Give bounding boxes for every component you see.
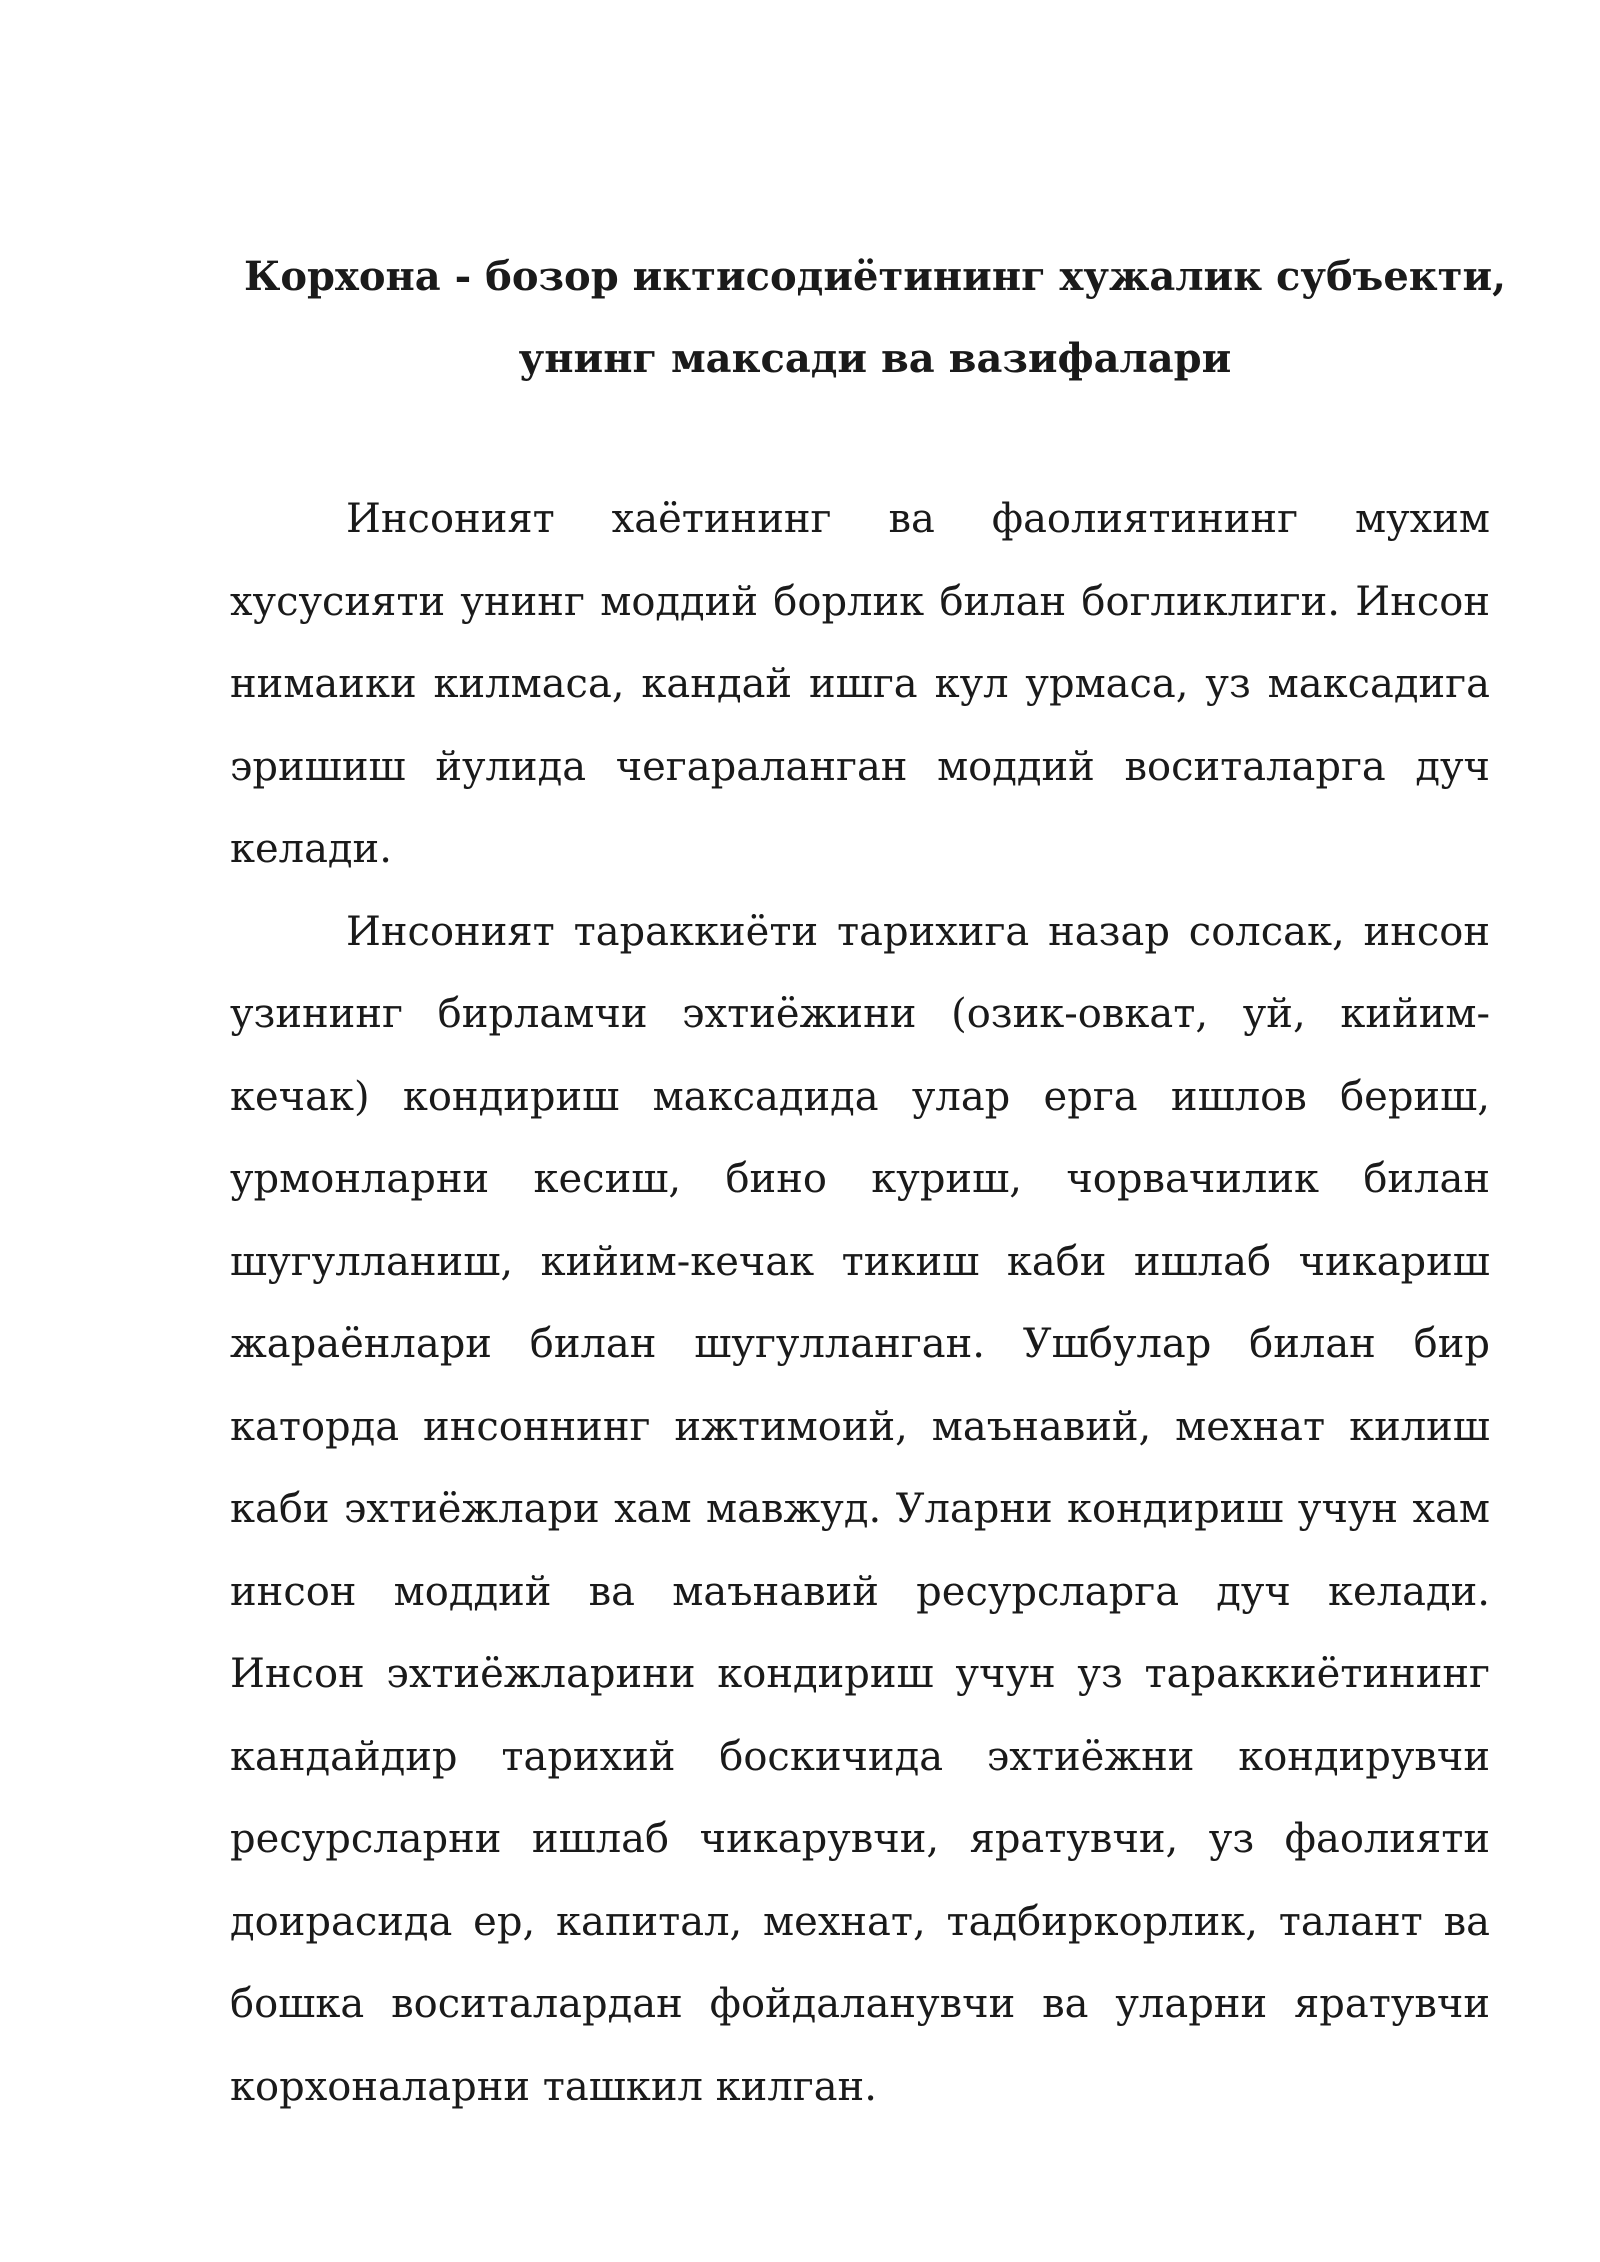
document-body	[230, 478, 1490, 2128]
document-title	[230, 236, 1520, 400]
title-line-1: Корхона - бозор иктисодиётининг хужалик субъекти,	[243, 253, 1507, 300]
paragraph-2: Инсоният тараккиёти тарихига назар солсак, инсон узининг бирламчи эхтиёжини (озик-овкат, уй, кийим-кечак) кондириш максадида улар ерга ишлов бериш, урмонларни кесиш, бино куриш, чорвачилик билан шугулланиш, кийим-кечак тикиш каби ишлаб чикариш жараёнлари билан шугулланган. Ушбулар билан бир каторда инсоннинг ижтимоий, маънавий, мехнат килиш каби эхтиёжлари хам мавжуд. Уларни кондириш учун хам инсон моддий ва маънавий ресурсларга дуч келади. Инсон эхтиёжларини кондириш учун уз тараккиётининг кандайдир тарихий боскичида эхтиёжни кондирувчи ресурсларни ишлаб чикарувчи, яратувчи, уз фаолияти доирасида ер, капитал, мехнат, тадбиркорлик, талант ва бошка воситалардан фойдаланувчи ва уларни яратувчи корхоналарни ташкил килган.	[230, 908, 1490, 2110]
paragraph-1: Инсоният хаётининг ва фаолиятининг мухим хусусияти унинг моддий борлик билан богликлиги. Инсон нимаики килмаса, кандай ишга кул урмаса, уз максадига эришиш йулида чегараланган моддий воситаларга дуч келади.	[230, 496, 1490, 872]
title-line-2: унинг максади ва вазифалари	[518, 335, 1232, 382]
